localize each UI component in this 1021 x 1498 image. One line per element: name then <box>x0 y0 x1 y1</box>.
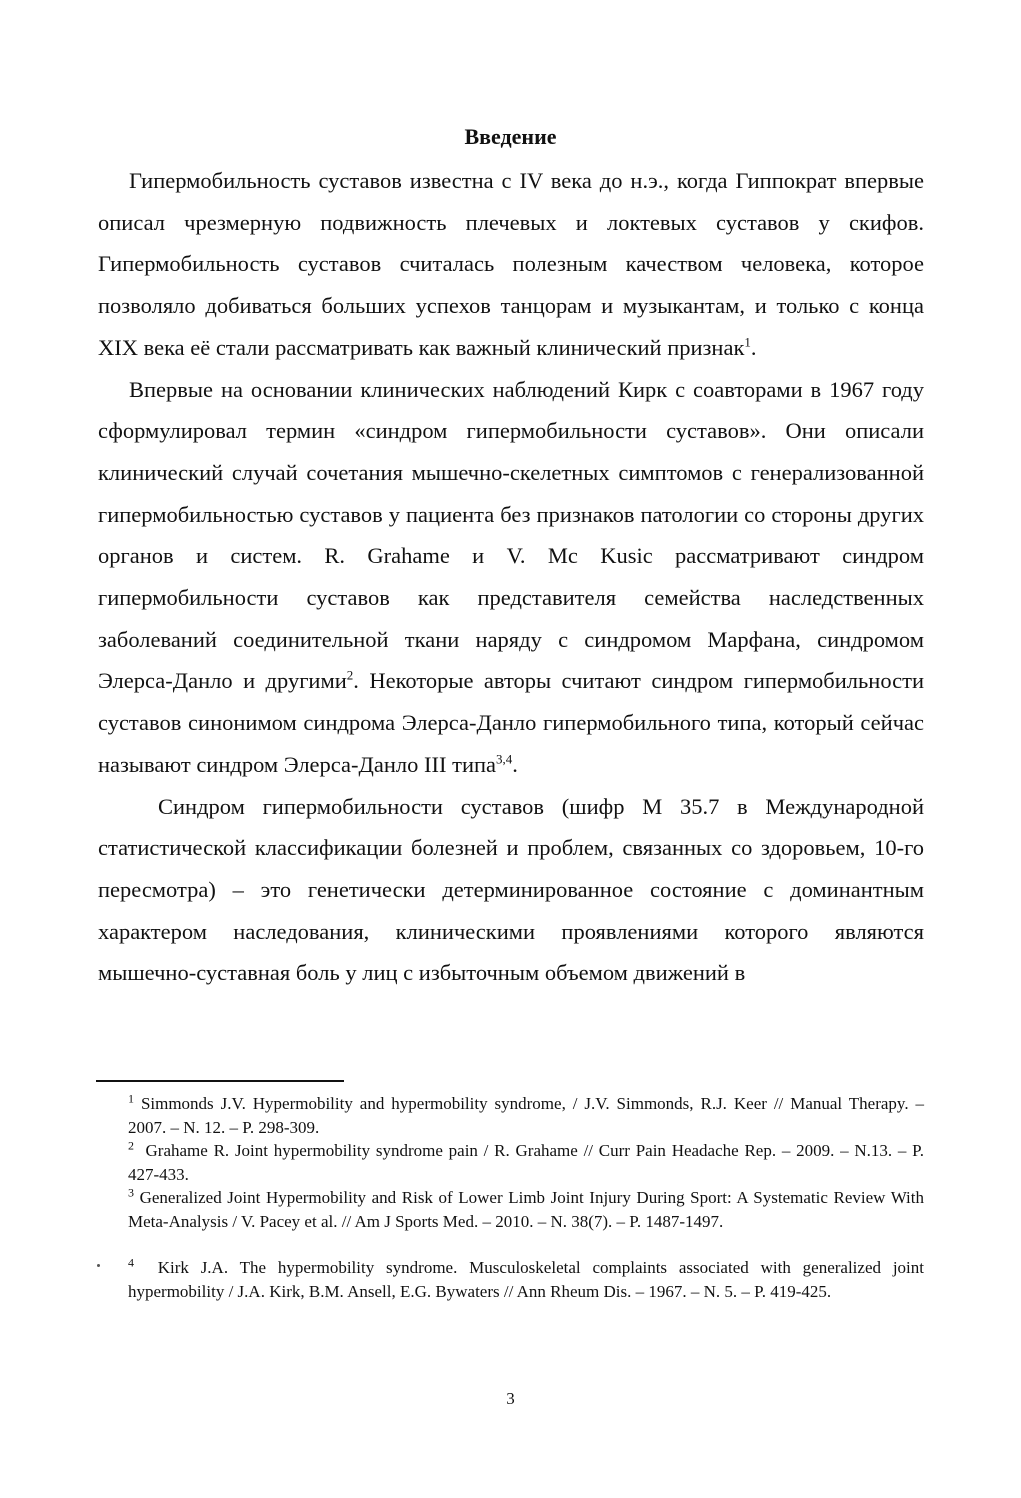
paragraph-1 <box>98 160 924 369</box>
page-title: Введение <box>464 124 557 149</box>
stray-mark <box>97 1264 100 1267</box>
footnote-1 <box>128 1092 924 1139</box>
footnotes <box>128 1092 924 1303</box>
body-text <box>98 160 924 994</box>
paragraph-2 <box>98 369 924 786</box>
paragraph-1-tail: . <box>750 334 757 360</box>
footnote-ref-1: 1 <box>744 334 751 350</box>
footnote-text: Kirk J.A. The hypermobility syndrome. Musculoskeletal complaints associated with generalized joint hypermobility / J.A. Kirk, B.M. Ansell, E.G. Bywaters // Ann Rheum Dis. – 1967. – N. 5. – P. 419-425. <box>128 1258 924 1301</box>
page-number: 3 <box>506 1389 515 1408</box>
paragraph-2-text-a: Впервые на основании клинических наблюдений Кирк с соавторами в 1967 году сформулировал термин «синдром гипермобильности суставов». Они описали клинический случай сочетания мышечно-скелетных симптомов с генерализованной гипермобильностью суставов у пациента без признаков патологии со стороны других органов и систем. R. Grahame и V. Mc Kusic рассматривают синдром гипермобильности суставов как представителя семейства наследственных заболеваний соединительной ткани наряду с синдромом Марфана, синдромом Элерса-Данло и другими <box>98 376 924 694</box>
footnote-text: Simmonds J.V. Hypermobility and hypermobility syndrome, / J.V. Simmonds, R.J. Keer // Manual Therapy. – 2007. – N. 12. – P. 298-309. <box>128 1094 924 1137</box>
paragraph-2-tail: . <box>512 751 518 777</box>
paragraph-1-text: Гипермобильность суставов известна с IV века до н.э., когда Гиппократ впервые описал чрезмерную подвижность плечевых и локтевых суставов у скифов. Гипермобильность суставов считалась полезным качеством человека, которое позволяло добиваться больших успехов танцорам и музыкантам, и только с конца XIX века её стали рассматривать как важный клинический признак <box>98 168 924 360</box>
footnote-number: 1 <box>128 1091 134 1106</box>
footnote-number: 2 <box>128 1138 134 1153</box>
footnote-number: 4 <box>128 1255 134 1270</box>
paragraph-2-text-b: . Некоторые авторы считают синдром гипермобильности суставов синонимом синдрома Элерса-Данло гипермобильного типа, который сейчас называют синдром Элерса-Данло III типа <box>98 668 924 777</box>
footnote-text: Grahame R. Joint hypermobility syndrome pain / R. Grahame // Curr Pain Headache Rep. – 2009. – N.13. – P. 427-433. <box>128 1141 925 1184</box>
footnote-separator <box>96 1080 344 1082</box>
footnote-3 <box>128 1186 924 1233</box>
footnote-4 <box>128 1256 924 1303</box>
footnote-ref-3-4: 3,4 <box>496 751 513 767</box>
paragraph-3-text: Синдром гипермобильности суставов (шифр М 35.7 в Международной статистической классификации болезней и проблем, связанных со здоровьем, 10-го пересмотра) – это генетически детерминированное состояние с доминантным характером наследования, клиническими проявлениями которого являются мышечно-суставная боль у лиц с избыточным объемом движений в <box>98 793 924 986</box>
paragraph-3 <box>98 786 924 995</box>
footnote-text: Generalized Joint Hypermobility and Risk of Lower Limb Joint Injury During Sport: A Systematic Review With Meta-Analysis / V. Pacey et al. // Am J Sports Med. – 2010. – N. 38(7). – P. 1487-1497. <box>128 1188 925 1231</box>
footnote-ref-2: 2 <box>346 667 354 683</box>
footnote-2 <box>128 1139 924 1186</box>
footnote-number: 3 <box>128 1185 134 1200</box>
